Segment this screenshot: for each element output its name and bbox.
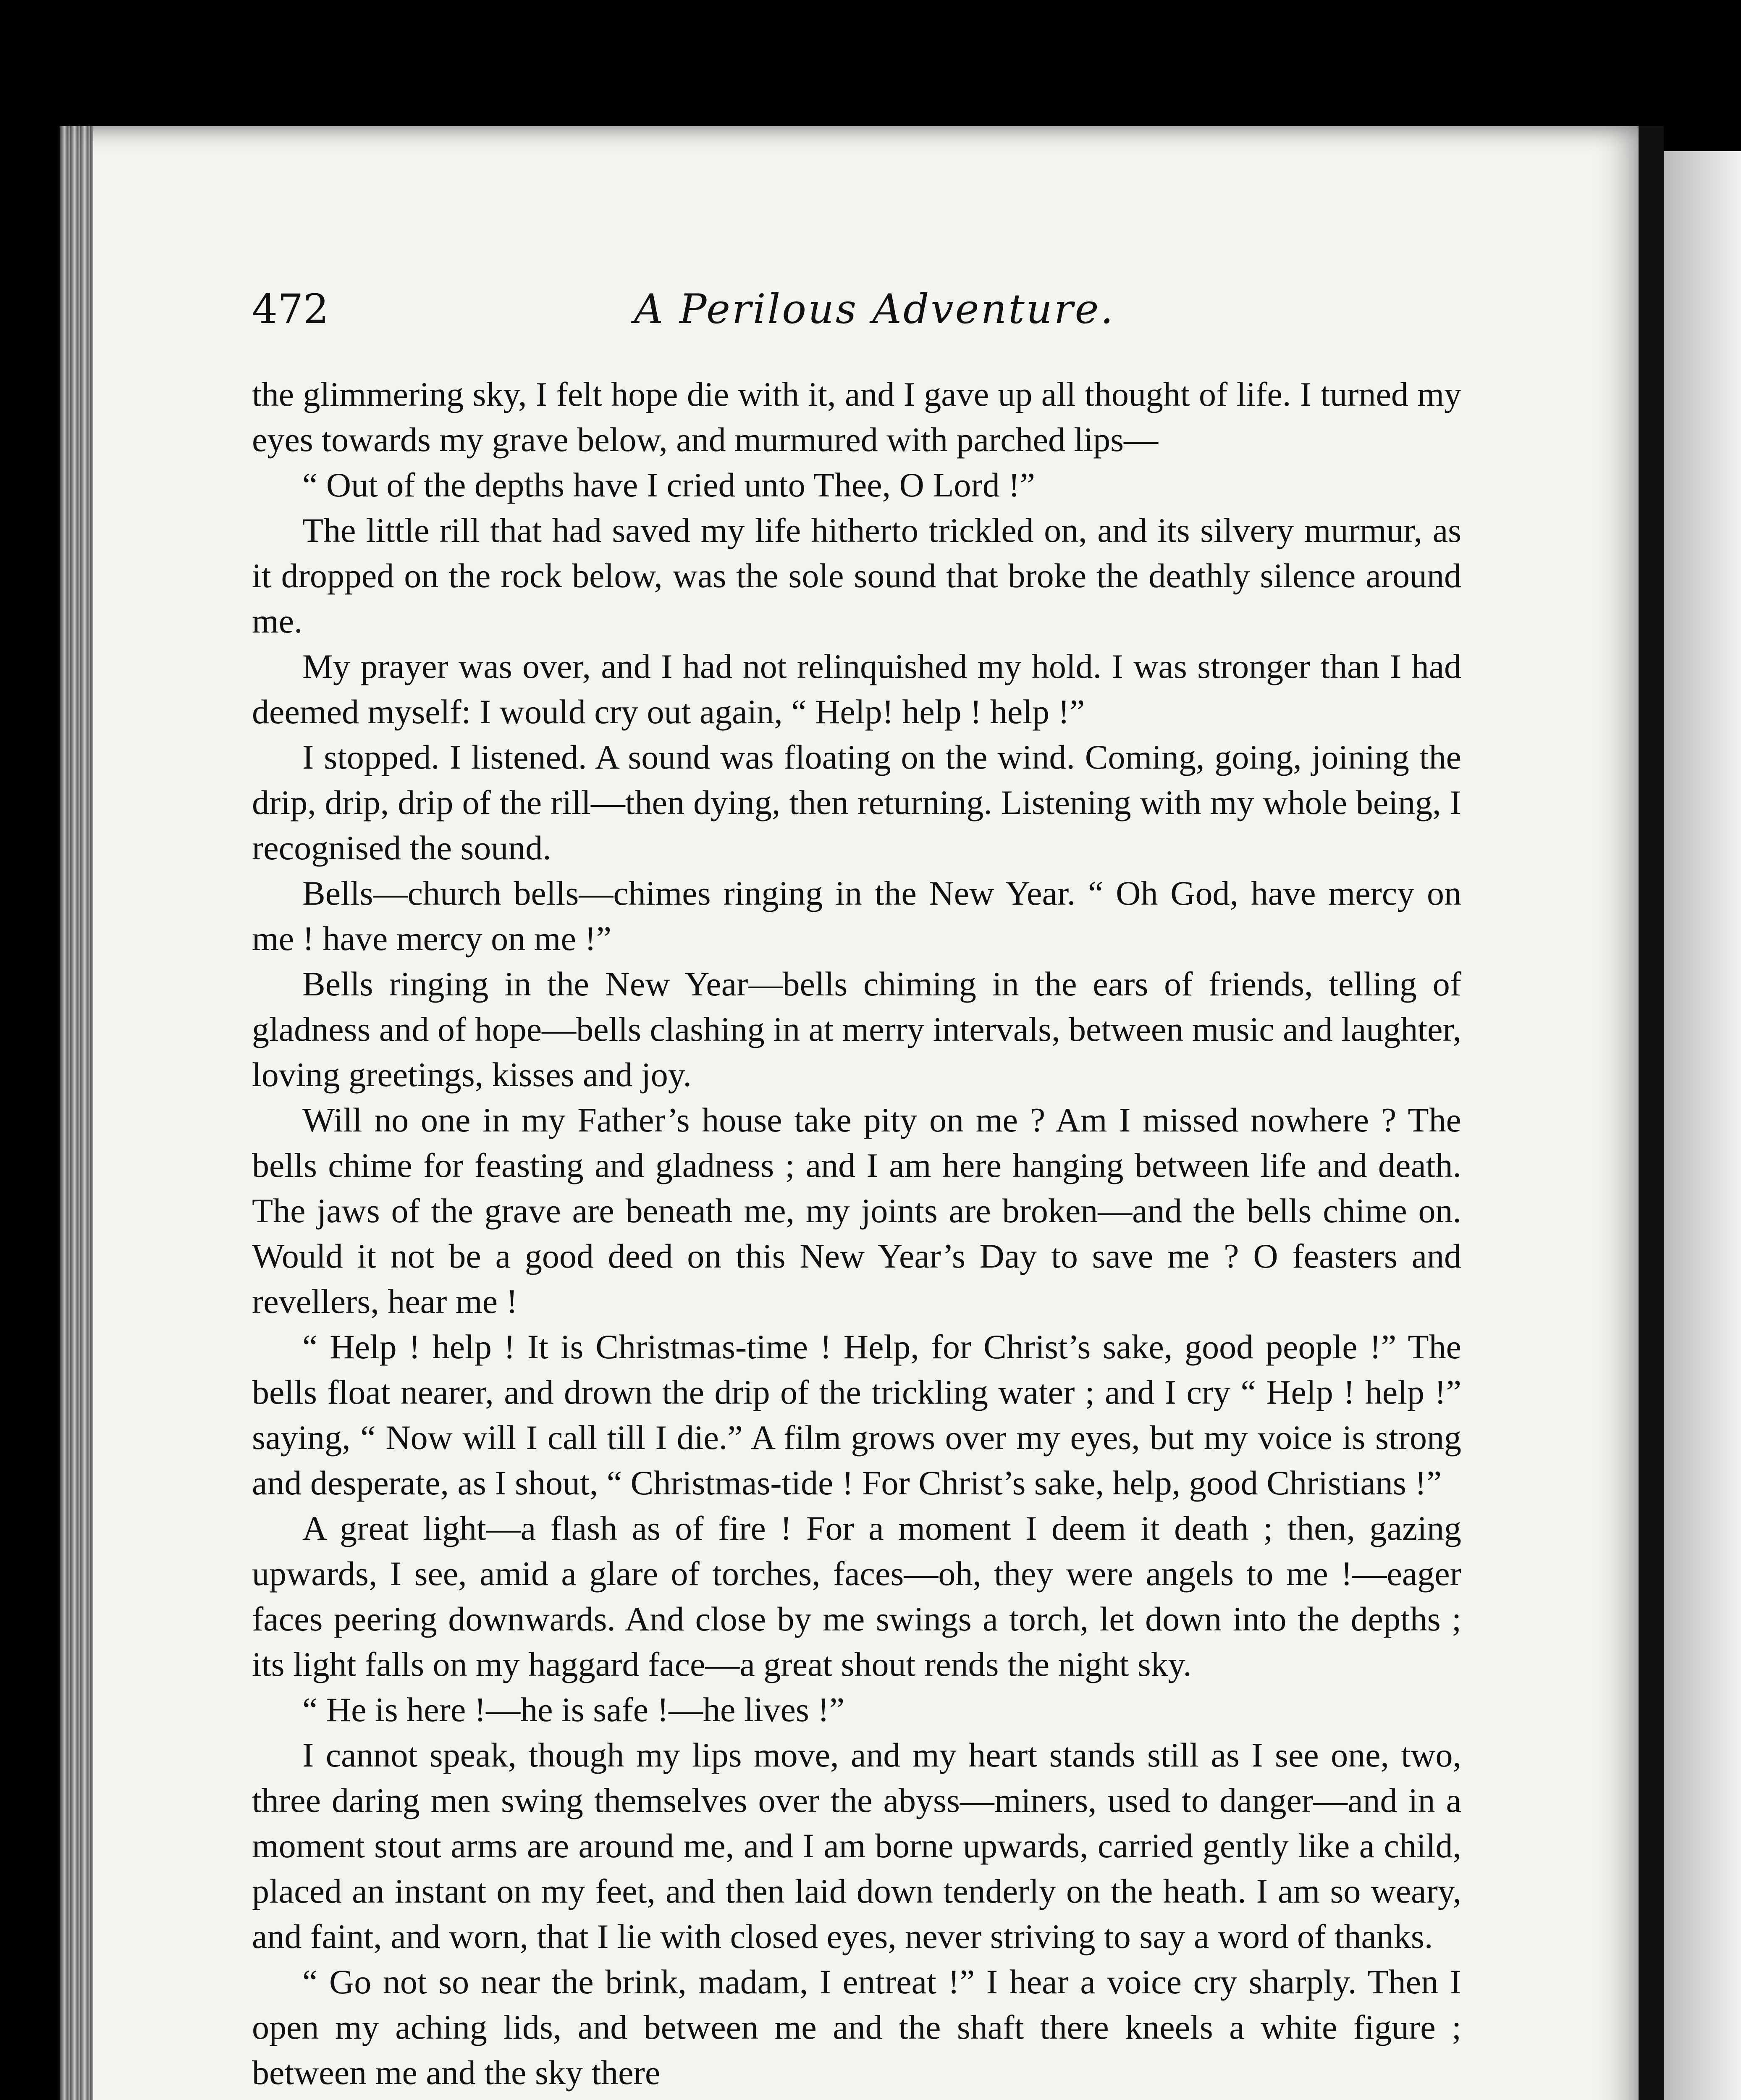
paragraph: “ Out of the depths have I cried unto Thee, O Lord !” bbox=[302, 466, 1035, 504]
paragraph: The little rill that had saved my life hitherto trickled on, and its silvery murmur, as it dropped on the rock below, was the sole sound that broke the deathly silence around me. bbox=[252, 511, 1461, 640]
page-binding-edge bbox=[60, 126, 93, 2100]
paragraph: “ Help ! help ! It is Christmas-time ! Help, for Christ’s sake, good people !” The bells float nearer, and drown the drip of the trickling water ; and I cry “ Help ! help !” saying, “ Now will I call till I die.” A film grows over my eyes, but my voice is strong and desperate, as I shout, “ Christmas-tide ! For Christ’s sake, help, good Christians !” bbox=[252, 1328, 1461, 1502]
running-head bbox=[252, 286, 1470, 344]
page-gutter-shadow bbox=[1639, 126, 1664, 2100]
paragraph: A great light—a flash as of fire ! For a moment I deem it death ; then, gazing upwards, I see, amid a glare of torches, faces—oh, they were angels to me !—eager faces peering downwards. And close by me swings a torch, let down into the depths ; its light falls on my haggard face—a great shout rends the night sky. bbox=[252, 1509, 1461, 1683]
running-title: A Perilous Adventure. bbox=[634, 286, 1115, 333]
body-text bbox=[252, 372, 1461, 2095]
paragraph: Bells ringing in the New Year—bells chiming in the ears of friends, telling of gladness and of hope—bells clashing in at merry intervals, between music and laughter, loving greetings, kisses and joy. bbox=[252, 965, 1461, 1094]
paragraph: I cannot speak, though my lips move, and my heart stands still as I see one, two, three daring men swing themselves over the abyss—miners, used to danger—and in a moment stout arms are around me, and I am borne upwards, carried gently like a child, placed an instant on my feet, and then laid down tenderly on the heath. I am so weary, and faint, and worn, that I lie with closed eyes, never striving to say a word of thanks. bbox=[252, 1736, 1461, 1956]
paragraph: the glimmering sky, I felt hope die with it, and I gave up all thought of life. I turned my eyes towards my grave below, and murmured with parched lips— bbox=[252, 375, 1461, 459]
paragraph: My prayer was over, and I had not relinquished my hold. I was stronger than I had deemed myself: I would cry out again, “ Help! help ! help !” bbox=[252, 647, 1461, 731]
facing-page-edge bbox=[1664, 151, 1741, 2100]
paragraph: Bells—church bells—chimes ringing in the New Year. “ Oh God, have mercy on me ! have mercy on me !” bbox=[252, 874, 1461, 958]
page-number: 472 bbox=[252, 286, 329, 333]
paragraph: “ He is here !—he is safe !—he lives !” bbox=[302, 1690, 844, 1729]
paragraph: I stopped. I listened. A sound was floating on the wind. Coming, going, joining the drip, drip, drip of the rill—then dying, then returning. Listening with my whole being, I recognised the sound. bbox=[252, 738, 1461, 867]
paragraph: “ Go not so near the brink, madam, I entreat !” I hear a voice cry sharply. Then I open my aching lids, and between me and the shaft there kneels a white figure ; between me and the sky there bbox=[252, 1963, 1461, 2092]
paragraph: Will no one in my Father’s house take pity on me ? Am I missed nowhere ? The bells chime for feasting and gladness ; and I am here hanging between life and death. The jaws of the grave are beneath me, my joints are broken—and the bells chime on. Would it not be a good deed on this New Year’s Day to save me ? O feasters and revellers, hear me ! bbox=[252, 1101, 1461, 1320]
